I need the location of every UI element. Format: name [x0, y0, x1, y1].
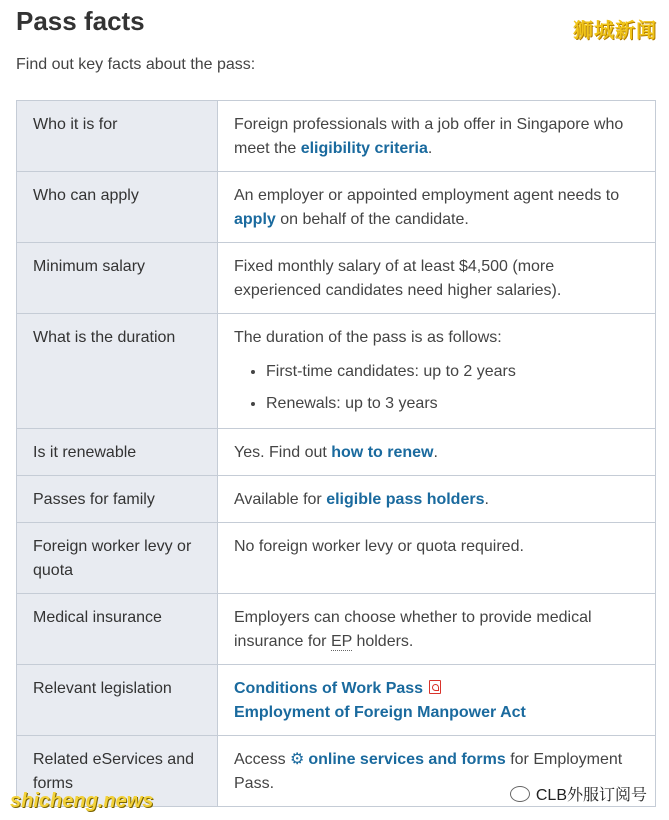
how-to-renew-link[interactable]: how to renew	[331, 444, 434, 461]
table-row	[17, 665, 656, 736]
row-value	[218, 429, 656, 476]
row-label: Relevant legislation	[17, 665, 218, 736]
watermark-text: CLB外服订阅号	[535, 787, 647, 804]
row-value: No foreign worker levy or quota required.	[218, 523, 656, 594]
table-row	[17, 594, 656, 665]
conditions-of-work-pass-link[interactable]: Conditions of Work Pass	[234, 680, 424, 697]
row-label: What is the duration	[17, 314, 218, 429]
eligible-pass-holders-link[interactable]: eligible pass holders	[326, 491, 485, 508]
page-title: Pass facts	[16, 6, 145, 36]
list-item: • First-time candidates: up to 2 years	[266, 360, 639, 384]
duration-list	[234, 360, 639, 416]
table-row	[17, 523, 656, 594]
value-text: Yes. Find out	[234, 444, 332, 461]
row-label: Medical insurance	[17, 594, 218, 665]
page-subtitle: Find out key facts about the pass:	[16, 56, 256, 73]
value-text: holders.	[352, 633, 414, 650]
row-label: Is it renewable	[17, 429, 218, 476]
value-text: An employer or appointed employment agent needs to	[234, 187, 620, 204]
row-value	[218, 476, 656, 523]
value-text: on behalf of the candidate.	[275, 211, 469, 228]
row-value: Fixed monthly salary of at least $4,500 (more experienced candidates need higher salaries).	[218, 243, 656, 314]
value-text: Available for	[234, 491, 327, 508]
row-label: Foreign worker levy or quota	[17, 523, 218, 594]
online-services-forms-link[interactable]: online services and forms	[308, 751, 506, 768]
table-row	[17, 314, 656, 429]
row-value	[218, 594, 656, 665]
watermark-bottom-right	[510, 782, 647, 805]
watermark-bottom-left: shicheng.news	[10, 790, 154, 812]
employment-of-foreign-manpower-act-link[interactable]: Employment of Foreign Manpower Act	[234, 704, 526, 721]
value-text: .	[433, 444, 438, 461]
wechat-icon	[510, 786, 530, 802]
table-row	[17, 172, 656, 243]
row-value	[218, 101, 656, 172]
apply-link[interactable]: apply	[234, 211, 276, 228]
value-text: .	[427, 140, 433, 157]
table-row	[17, 476, 656, 523]
value-text: for Employment Pass.	[234, 751, 623, 792]
gear-icon: ⚙	[290, 751, 305, 768]
row-label: Minimum salary	[17, 243, 218, 314]
eligibility-criteria-link[interactable]: eligibility criteria	[300, 140, 428, 157]
table-row	[17, 101, 656, 172]
value-text: Foreign professionals with a job offer in Singapore who meet the	[234, 116, 624, 157]
duration-intro: The duration of the pass is as follows:	[234, 329, 502, 346]
value-text: Access	[234, 751, 291, 768]
row-value	[218, 314, 656, 429]
row-value	[218, 172, 656, 243]
pass-facts-table	[16, 100, 656, 807]
list-item: • Renewals: up to 3 years	[266, 392, 639, 416]
row-label: Who can apply	[17, 172, 218, 243]
ep-abbreviation[interactable]: EP	[330, 633, 352, 650]
value-text: .	[484, 491, 489, 508]
pdf-icon	[429, 680, 441, 694]
row-label: Passes for family	[17, 476, 218, 523]
table-row	[17, 243, 656, 314]
row-label: Who it is for	[17, 101, 218, 172]
value-text: Employers can choose whether to provide medical insurance for	[234, 609, 592, 650]
row-label: Related eServices and forms	[17, 736, 218, 807]
table-row	[17, 429, 656, 476]
watermark-top-right: 狮城新闻	[573, 20, 657, 42]
row-value	[218, 665, 656, 736]
